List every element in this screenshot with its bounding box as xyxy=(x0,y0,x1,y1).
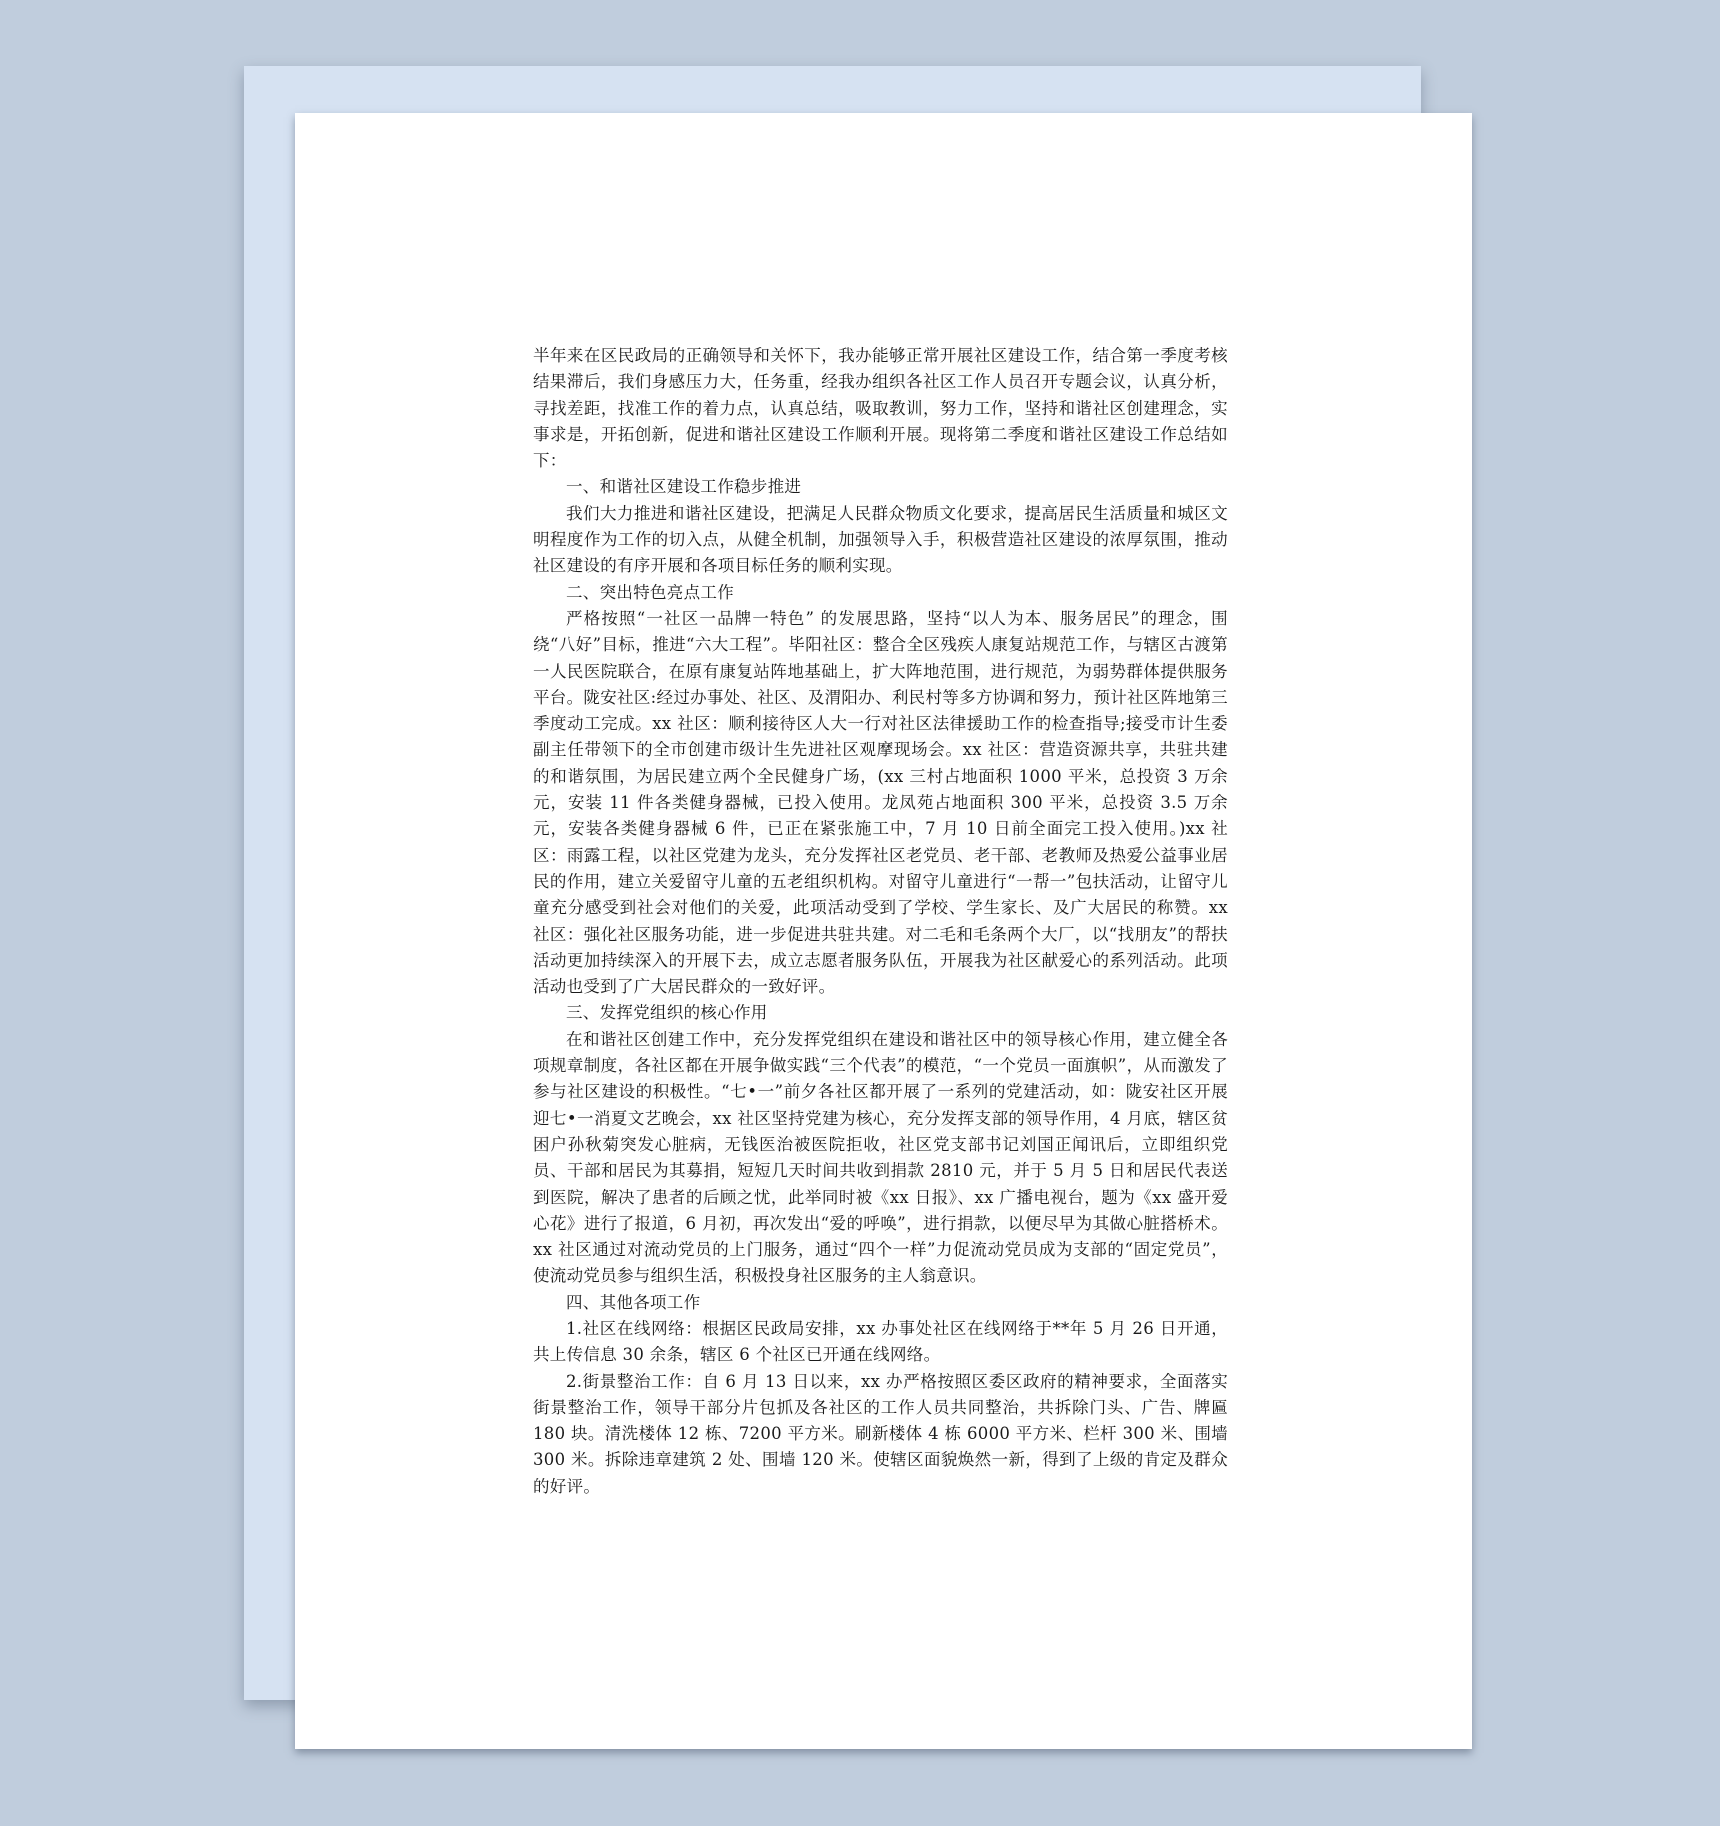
section-heading-2: 二、突出特色亮点工作 xyxy=(566,582,734,602)
section-heading-4: 四、其他各项工作 xyxy=(566,1292,701,1312)
document-page xyxy=(295,113,1472,1749)
section-heading-3: 三、发挥党组织的核心作用 xyxy=(566,1003,768,1023)
section-2-paragraph-1: 严格按照“一社区一品牌一特色” 的发展思路，坚持“以人为本、服务居民”的理念，围绕“八好”目标，推进“六大工程”。毕阳社区：整合全区残疾人康复站规范工作，与辖区古渡第一人民医院联合，在原有康复站阵地基础上，扩大阵地范围，进行规范，为弱势群体提供服务平台。陇安社区:经过办事处、社区、及渭阳办、利民村等多方协调和努力，预计社区阵地第三季度动工完成。xx 社区：顺利接待区人大一行对社区法律援助工作的检查指导;接受市计生委副主任带领下的全市创建市级计生先进社区观摩现场会。xx 社区：营造资源共享，共驻共建的和谐氛围，为居民建立两个全民健身广场，(xx 三村占地面积 1000 平米，总投资 3 万余元，安装 11 件各类健身器械，已投入使用。龙凤苑占地面积 300 平米，总投资 3.5 万余元，安装各类健身器械 6 件，已正在紧张施工中，7 月 10 日前全面完工投入使用。)xx 社区：雨露工程，以社区党建为龙头，充分发挥社区老党员、老干部、老教师及热爱公益事业居民的作用，建立关爱留守儿童的五老组织机构。对留守儿童进行“一帮一”包扶活动，让留守儿童充分感受到社会对他们的关爱，此项活动受到了学校、学生家长、及广大居民的称赞。xx 社区：强化社区服务功能，进一步促进共驻共建。对二毛和毛条两个大厂，以“找朋友”的帮扶活动更加持续深入的开展下去，成立志愿者服务队伍，开展我为社区献爱心的系列活动。此项活动也受到了广大居民群众的一致好评。 xyxy=(533,608,1228,997)
intro-paragraph: 半年来在区民政局的正确领导和关怀下，我办能够正常开展社区建设工作，结合第一季度考核结果滞后，我们身感压力大，任务重，经我办组织各社区工作人员召开专题会议，认真分析，寻找差距，找准工作的着力点，认真总结，吸取教训，努力工作，坚持和谐社区创建理念，实事求是，开拓创新，促进和谐社区建设工作顺利开展。现将第二季度和谐社区建设工作总结如下： xyxy=(533,346,1228,471)
section-4-paragraph-2: 2.街景整治工作：自 6 月 13 日以来，xx 办严格按照区委区政府的精神要求，全面落实街景整治工作，领导干部分片包抓及各社区的工作人员共同整治，共拆除门头、广告、牌匾 180 块。清洗楼体 12 栋、7200 平方米。刷新楼体 4 栋 6000 平方米、栏杆 300 米、围墙 300 米。拆除违章建筑 2 处、围墙 120 米。使辖区面貌焕然一新，得到了上级的肯定及群众的好评。 xyxy=(533,1371,1228,1496)
document-body xyxy=(533,343,1228,1500)
section-1-paragraph-1: 我们大力推进和谐社区建设，把满足人民群众物质文化要求，提高居民生活质量和城区文明程度作为工作的切入点，从健全机制，加强领导入手，积极营造社区建设的浓厚氛围，推动社区建设的有序开展和各项目标任务的顺利实现。 xyxy=(533,503,1228,576)
section-3-paragraph-1: 在和谐社区创建工作中，充分发挥党组织在建设和谐社区中的领导核心作用，建立健全各项规章制度，各社区都在开展争做实践“三个代表”的模范，“一个党员一面旗帜”，从而激发了参与社区建设的积极性。“七•一”前夕各社区都开展了一系列的党建活动，如：陇安社区开展迎七•一消夏文艺晚会，xx 社区坚持党建为核心，充分发挥支部的领导作用，4 月底，辖区贫困户孙秋菊突发心脏病，无钱医治被医院拒收，社区党支部书记刘国正闻讯后，立即组织党员、干部和居民为其募捐，短短几天时间共收到捐款 2810 元，并于 5 月 5 日和居民代表送到医院，解决了患者的后顾之忧，此举同时被《xx 日报》、xx 广播电视台，题为《xx 盛开爱心花》进行了报道，6 月初，再次发出“爱的呼唤”，进行捐款，以便尽早为其做心脏搭桥术。xx 社区通过对流动党员的上门服务，通过“四个一样”力促流动党员成为支部的“固定党员”，使流动党员参与组织生活，积极投身社区服务的主人翁意识。 xyxy=(533,1029,1228,1286)
section-4-paragraph-1: 1.社区在线网络：根据区民政局安排，xx 办事处社区在线网络于**年 5 月 26 日开通，共上传信息 30 余条，辖区 6 个社区已开通在线网络。 xyxy=(533,1318,1228,1365)
section-heading-1: 一、和谐社区建设工作稳步推进 xyxy=(566,477,802,497)
